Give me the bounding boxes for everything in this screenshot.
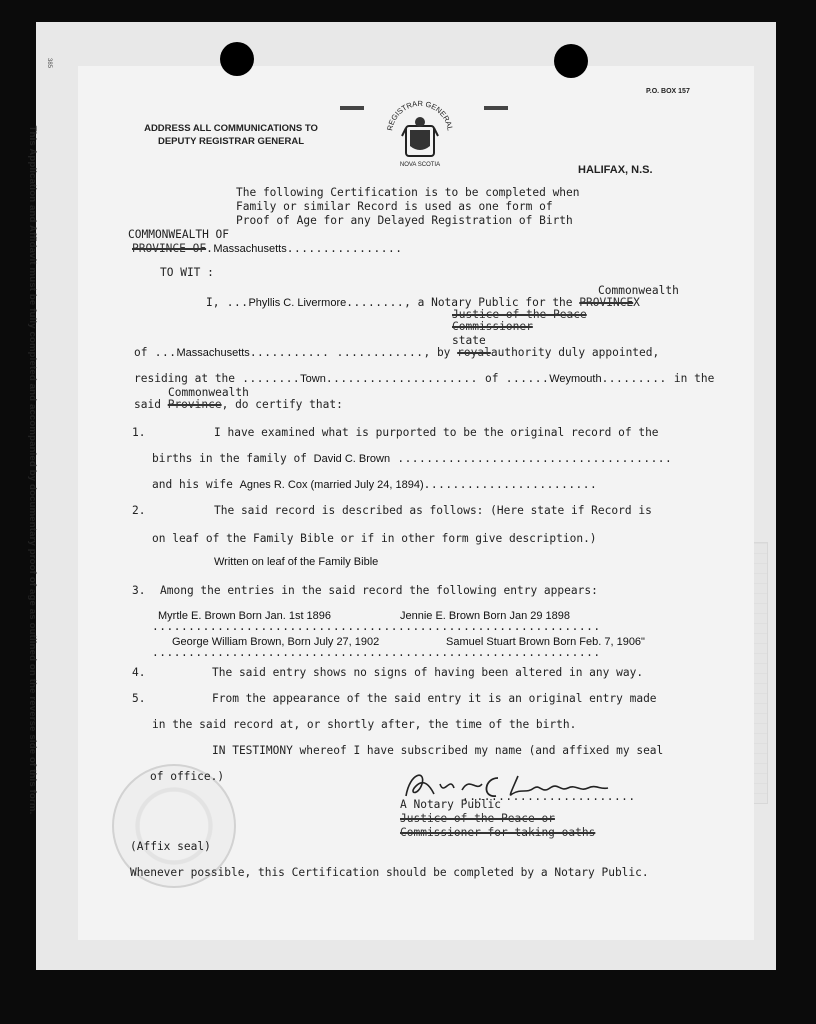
item-number-4: 4. bbox=[132, 666, 146, 679]
punch-hole-left bbox=[220, 42, 254, 76]
residing-type: Town bbox=[300, 373, 326, 385]
of-label: of bbox=[134, 346, 148, 359]
entry-george: George William Brown, Born July 27, 1902 bbox=[172, 636, 380, 648]
edge-code: 385 bbox=[46, 57, 53, 69]
residing-place: Weymouth bbox=[549, 373, 602, 385]
entry-jennie: Jennie E. Brown Born Jan 29 1898 bbox=[400, 610, 571, 622]
entry-dots-1: .............................................................. bbox=[152, 620, 601, 633]
residing-label: residing at the bbox=[134, 372, 236, 385]
item-number-1: 1. bbox=[132, 426, 146, 439]
affix-seal: (Affix seal) bbox=[130, 840, 211, 853]
declarant-name: Phyllis C. Livermore bbox=[248, 297, 347, 309]
struck-royal: royal bbox=[457, 346, 491, 359]
residing-end: in the bbox=[673, 372, 715, 385]
address-block bbox=[124, 122, 338, 148]
entry-dots-2: .............................................................. bbox=[152, 646, 601, 659]
item-1-births: births in the family of David C. Brown ...................................... bbox=[152, 452, 673, 465]
declarant-prefix: I, bbox=[206, 296, 220, 309]
intro-line-2: Family or similar Record is used as one form of bbox=[236, 200, 553, 213]
jurisdiction-line: PROVINCE OF.Massachusetts................ bbox=[132, 242, 403, 255]
crest-bottom-text: NOVA SCOTIA bbox=[399, 162, 441, 168]
testimony-line-1: IN TESTIMONY whereof I have subscribed my name (and affixed my seal bbox=[212, 744, 664, 757]
above-state: state bbox=[452, 334, 486, 347]
item-2-line-1: The said record is described as follows: (Here state if Record is bbox=[214, 504, 652, 517]
struck-province: PROVINCE OF bbox=[132, 242, 207, 255]
address-line-2: DEPUTY REGISTRAR GENERAL bbox=[157, 136, 305, 147]
footer-note: Whenever possible, this Certification should be completed by a Notary Public. bbox=[130, 866, 649, 879]
struck-commissioner: Commissioner bbox=[452, 320, 533, 333]
item-2-line-2: on leaf of the Family Bible or if in other form give description.) bbox=[152, 532, 597, 545]
said-line bbox=[134, 398, 343, 411]
family-name: David C. Brown bbox=[313, 453, 391, 465]
certify-text: , do certify that: bbox=[221, 398, 343, 411]
births-label: births in the family of bbox=[152, 452, 307, 465]
wife-name: Agnes R. Cox (married July 24, 1894) bbox=[239, 479, 424, 491]
to-wit: TO WIT : bbox=[160, 266, 214, 279]
intro-line-1: The following Certification is to be completed when bbox=[236, 186, 580, 199]
struck-justice-2: Justice of the Peace or bbox=[400, 812, 555, 825]
item-2-answer: Written on leaf of the Family Bible bbox=[214, 556, 379, 568]
item-5-line-1: From the appearance of the said entry it is an original entry made bbox=[212, 692, 657, 705]
crest-top-text: REGISTRAR GENERAL bbox=[385, 98, 455, 132]
testimony-line-2: of office.) bbox=[150, 770, 225, 783]
residing-line: residing at the ........Town..................... of ......Weymouth......... in the bbox=[134, 372, 715, 385]
struck-said-province: Province bbox=[167, 398, 222, 411]
above-province: Commonwealth bbox=[598, 284, 679, 297]
jurisdiction-label: COMMONWEALTH OF bbox=[128, 228, 230, 241]
margin-instruction: This Application and Affidavit must be fully completed and accompanied by documentary proof of age as outlined on the reverse side of this form. bbox=[27, 125, 38, 815]
struck-province-2: PROVINCE bbox=[579, 296, 634, 309]
struck-justice: Justice of the Peace bbox=[452, 308, 587, 321]
above-said: Commonwealth bbox=[168, 386, 249, 399]
of-line: of ...Massachusetts........... ............, by royalauthority duly appointed, bbox=[134, 346, 660, 359]
fold-mark bbox=[484, 106, 508, 110]
item-5-line-2: in the said record at, or shortly after, the time of the birth. bbox=[152, 718, 577, 731]
by-label: , by bbox=[423, 346, 451, 359]
item-3-line-1: Among the entries in the said record the following entry appears: bbox=[160, 584, 598, 597]
address-line-1: ADDRESS ALL COMMUNICATIONS TO bbox=[144, 123, 318, 134]
city: HALIFAX, N.S. bbox=[578, 164, 653, 176]
declarant-line: I, ...Phyllis C. Livermore........, a Notary Public for the PROVINCEX bbox=[206, 296, 640, 309]
item-number-2: 2. bbox=[132, 504, 146, 517]
item-4-line-1: The said entry shows no signs of having been altered in any way. bbox=[212, 666, 644, 679]
signature-dots: ........................ bbox=[462, 790, 636, 803]
jurisdiction-value: Massachusetts bbox=[213, 243, 287, 255]
po-box: P.O. BOX 157 bbox=[646, 88, 690, 95]
said-text: said bbox=[134, 398, 161, 411]
item-number-5: 5. bbox=[132, 692, 146, 705]
of-place: Massachusetts bbox=[176, 347, 250, 359]
residing-of: of bbox=[485, 372, 499, 385]
intro-line-3: Proof of Age for any Delayed Registration of Birth bbox=[236, 214, 573, 227]
wife-label: and his wife bbox=[152, 478, 233, 491]
registrar-general-crest bbox=[384, 96, 456, 170]
notary-title: A Notary Public bbox=[400, 798, 502, 811]
entry-myrtle: Myrtle E. Brown Born Jan. 1st 1896 bbox=[158, 610, 332, 622]
struck-commissioner-2: Commissioner for taking oaths bbox=[400, 826, 596, 839]
declarant-role: , a Notary Public for the bbox=[404, 296, 573, 309]
item-1-wife: and his wife Agnes R. Cox (married July 24, 1894)........................ bbox=[152, 478, 598, 491]
authority-text: authority duly appointed, bbox=[490, 346, 660, 359]
punch-hole-right bbox=[554, 44, 588, 78]
item-number-3: 3. bbox=[132, 584, 146, 597]
item-1-line-1: I have examined what is purported to be the original record of the bbox=[214, 426, 659, 439]
fold-mark bbox=[340, 106, 364, 110]
entry-samuel: Samuel Stuart Brown Born Feb. 7, 1906" bbox=[446, 636, 645, 648]
